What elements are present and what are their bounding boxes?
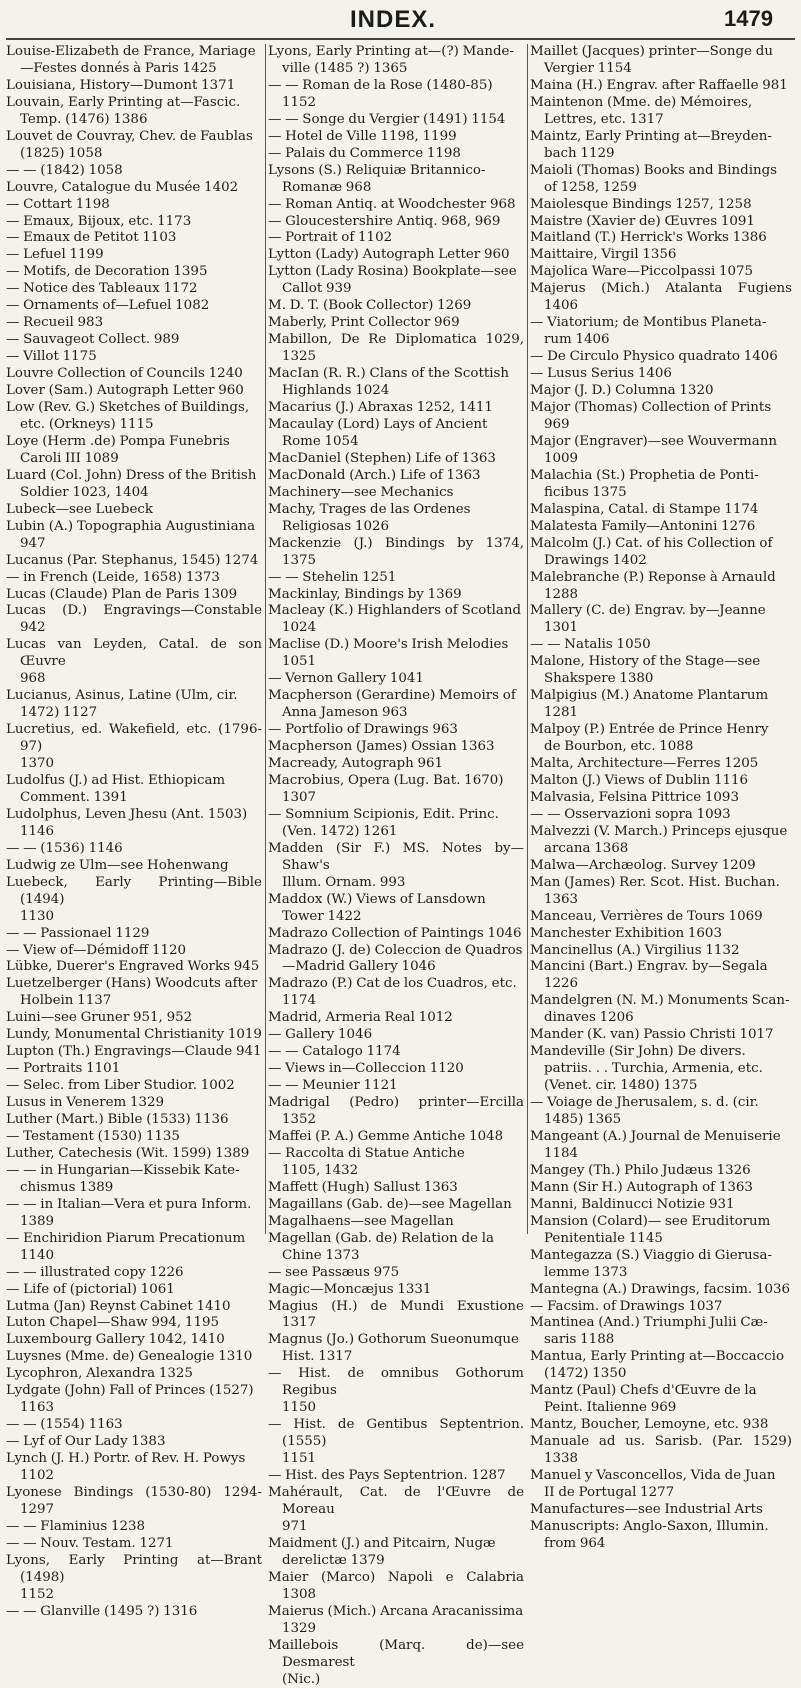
index-entry: Mallery (C. de) Engrav. by—Jeanne 1301: [530, 603, 766, 636]
index-entry: Mackinlay, Bindings by 1369: [268, 586, 462, 602]
index-entry: Mantegazza (S.) Viaggio di Gierusa- lemme 1373: [530, 1247, 773, 1280]
index-entry: Macleay (K.) Highlanders of Scotland 1024: [268, 603, 522, 636]
index-entry: Luetzelberger (Hans) Woodcuts after Holbein 1137: [6, 976, 258, 1009]
index-entry: Maitland (T.) Herrick's Works 1386: [530, 230, 767, 246]
index-entry: Luebeck, Early Printing—Bible (1494) 1130: [6, 874, 262, 924]
index-entry: Madden (Sir F.) MS. Notes by—Shaw's Illum. Ornam. 993: [268, 840, 524, 890]
index-columns: [6, 44, 796, 1687]
index-entry: Mann (Sir H.) Autograph of 1363: [530, 1179, 753, 1195]
index-entry: Lycophron, Alexandra 1325: [6, 1366, 193, 1382]
index-entry: Lydgate (John) Fall of Princes (1527) 1163: [6, 1383, 254, 1416]
index-entry: — Raccolta di Statue Antiche 1105, 1432: [268, 1145, 465, 1178]
index-entry: Magic—Moncæjus 1331: [268, 1281, 432, 1297]
index-entry: — Testament (1530) 1135: [6, 1129, 180, 1144]
index-entry: Mander (K. van) Passio Christi 1017: [530, 1027, 774, 1043]
index-entry: Lupton (Th.) Engravings—Claude 941: [6, 1044, 262, 1060]
index-column-3: [530, 44, 796, 1551]
index-column-2: [268, 44, 528, 1687]
index-entry: Ludolphus, Leven Jhesu (Ant. 1503) 1146: [6, 806, 248, 839]
index-entry: Mangey (Th.) Philo Judæus 1326: [530, 1162, 751, 1178]
index-entry: Mansion (Colard)— see Eruditorum Penitentiale 1145: [530, 1213, 771, 1246]
index-entry: Luther (Mart.) Bible (1533) 1136: [6, 1112, 229, 1128]
index-entry: Maittaire, Virgil 1356: [530, 247, 677, 263]
index-entry: Lyons, Early Printing at—(?) Mande- ville (1485 ?) 1365: [268, 44, 514, 76]
index-entry: — — Catalogo 1174: [268, 1044, 401, 1060]
index-entry: Machinery—see Mechanics: [268, 484, 454, 500]
index-entry: Malvasia, Felsina Pittrice 1093: [530, 789, 739, 805]
index-entry: Mantz, Boucher, Lemoyne, etc. 938: [530, 1417, 769, 1433]
index-entry: — Roman Antiq. at Woodchester 968: [268, 196, 516, 212]
index-entry: — — Roman de la Rose (1480-85) 1152: [268, 77, 493, 110]
index-entry: Maffei (P. A.) Gemme Antiche 1048: [268, 1129, 504, 1144]
index-entry: Malpoy (P.) Entrée de Prince Henry de Bourbon, etc. 1088: [530, 722, 769, 755]
index-entry: — — Glanville (1495 ?) 1316: [6, 1603, 198, 1619]
index-entry: Malatesta Family—Antonini 1276: [530, 518, 756, 534]
index-entry: Lytton (Lady Rosina) Bookplate—see Callot 939: [268, 264, 517, 297]
index-entry: — Sauvageot Collect. 989: [6, 332, 180, 348]
index-entry: Madrazo (P.) Cat de los Cuadros, etc. 1174: [268, 976, 517, 1009]
index-entry: Luxembourg Gallery 1042, 1410: [6, 1332, 225, 1348]
index-entry: Manchester Exhibition 1603: [530, 925, 722, 941]
index-entry: — Life of (pictorial) 1061: [6, 1281, 175, 1297]
index-entry: — Ornaments of—Lefuel 1082: [6, 298, 210, 314]
index-entry: — — (1554) 1163: [6, 1417, 123, 1433]
index-entry: Lucanus (Par. Stephanus, 1545) 1274: [6, 552, 259, 568]
index-entry: Macarius (J.) Abraxas 1252, 1411: [268, 400, 493, 416]
index-entry: Luther, Catechesis (Wit. 1599) 1389: [6, 1145, 250, 1161]
index-entry: MacIan (R. R.) Clans of the Scottish Highlands 1024: [268, 366, 509, 399]
index-entry: — — Meunier 1121: [268, 1078, 398, 1094]
index-entry: — Hist. de omnibus Gothorum Regibus 1150: [268, 1366, 524, 1416]
index-entry: — — (1536) 1146: [6, 840, 123, 856]
index-entry: Maddox (W.) Views of Lansdown Tower 1422: [268, 891, 486, 924]
index-entry: Luysnes (Mme. de) Genealogie 1310: [6, 1349, 253, 1365]
index-entry: — Voiage de Jherusalem, s. d. (cir. 1485) 1365: [530, 1095, 759, 1128]
index-entry: — Lefuel 1199: [6, 247, 104, 263]
index-entry: Magalhaens—see Magellan: [268, 1213, 454, 1229]
index-entry: Lucas van Leyden, Catal. de son Œuvre 968: [6, 637, 262, 687]
index-entry: Mantua, Early Printing at—Boccaccio (1472) 1350: [530, 1349, 785, 1382]
column-divider: [527, 44, 528, 1234]
index-entry: Macpherson (James) Ossian 1363: [268, 739, 495, 755]
index-entry: Manuel y Vasconcellos, Vida de Juan II de Portugal 1277: [530, 1468, 776, 1501]
page-title: INDEX.: [350, 6, 437, 33]
index-entry: — — Flaminius 1238: [6, 1518, 146, 1534]
index-entry: — Cottart 1198: [6, 196, 110, 212]
index-entry: — Palais du Commerce 1198: [268, 145, 461, 161]
index-entry: Lucas (Claude) Plan de Paris 1309: [6, 586, 238, 602]
index-entry: — Views in—Colleccion 1120: [268, 1061, 464, 1077]
index-entry: Malton (J.) Views of Dublin 1116: [530, 772, 749, 788]
index-entry: Maillet (Jacques) printer—Songe du Vergier 1154: [530, 44, 773, 76]
index-entry: Macrobius, Opera (Lug. Bat. 1670) 1307: [268, 772, 504, 805]
index-entry: Mancini (Bart.) Engrav. by—Segala 1226: [530, 959, 768, 992]
index-entry: Madrid, Armeria Real 1012: [268, 1010, 453, 1026]
index-entry: Manuscripts: Anglo-Saxon, Illumin. from 964: [530, 1518, 769, 1551]
index-entry: Macaulay (Lord) Lays of Ancient Rome 1054: [268, 416, 488, 449]
index-entry: Maintz, Early Printing at—Breyden- bach 1129: [530, 128, 772, 161]
index-entry: — De Circulo Physico quadrato 1406: [530, 349, 778, 365]
index-entry: Loye (Herm .de) Pompa Funebris Caroli III 1089: [6, 433, 230, 466]
index-entry: — Gloucestershire Antiq. 968, 969: [268, 213, 501, 229]
index-entry: Major (J. D.) Columna 1320: [530, 383, 714, 399]
index-entry: Madrazo (J. de) Coleccion de Quadros —Madrid Gallery 1046: [268, 942, 523, 975]
index-entry: Manuale ad us. Sarisb. (Par. 1529) 1338: [530, 1434, 796, 1467]
index-entry: Mandelgren (N. M.) Monuments Scan- dinaves 1206: [530, 993, 790, 1026]
index-entry: Malpigius (M.) Anatome Plantarum 1281: [530, 688, 769, 721]
index-entry: Mancinellus (A.) Virgilius 1132: [530, 942, 740, 958]
index-column-1: [6, 44, 266, 1619]
index-entry: — see Passæus 975: [268, 1264, 400, 1280]
index-entry: Macpherson (Gerardine) Memoirs of Anna Jameson 963: [268, 688, 516, 721]
index-entry: — Lusus Serius 1406: [530, 366, 672, 382]
index-entry: — — Passionael 1129: [6, 925, 150, 941]
index-entry: Lubin (A.) Topographia Augustiniana 947: [6, 518, 256, 551]
index-entry: Malwa—Archæolog. Survey 1209: [530, 857, 756, 873]
index-entry: Lubeck—see Luebeck: [6, 501, 154, 517]
index-entry: Malcolm (J.) Cat. of his Collection of Drawings 1402: [530, 535, 773, 568]
index-entry: Manceau, Verrières de Tours 1069: [530, 908, 763, 924]
index-entry: Louvet de Couvray, Chev. de Faublas (1825) 1058: [6, 128, 253, 161]
index-entry: Malaspina, Catal. di Stampe 1174: [530, 501, 759, 517]
index-entry: Mantinea (And.) Triumphi Julii Cæ- saris 1188: [530, 1315, 768, 1348]
index-entry: Maistre (Xavier de) Œuvres 1091: [530, 213, 755, 229]
index-entry: Maioli (Thomas) Books and Bindings of 1258, 1259: [530, 162, 778, 195]
index-entry: — — Osservazioni sopra 1093: [530, 806, 731, 822]
index-entry: — Portfolio of Drawings 963: [268, 722, 458, 738]
index-entry: Malvezzi (V. March.) Princeps ejusque arcana 1368: [530, 823, 788, 856]
index-entry: Lover (Sam.) Autograph Letter 960: [6, 383, 244, 399]
index-entry: Luard (Col. John) Dress of the British Soldier 1023, 1404: [6, 467, 257, 500]
index-entry: Maintenon (Mme. de) Mémoires, Lettres, etc. 1317: [530, 94, 753, 127]
index-entry: — Enchiridion Piarum Precationum 1140: [6, 1230, 246, 1263]
index-entry: Magaillans (Gab. de)—see Magellan: [268, 1196, 512, 1212]
index-entry: Lutma (Jan) Reynst Cabinet 1410: [6, 1298, 231, 1314]
index-entry: Manufactures—see Industrial Arts: [530, 1501, 763, 1517]
index-entry: — — Stehelin 1251: [268, 569, 397, 585]
index-entry: Machy, Trages de las Ordenes Religiosas 1026: [268, 501, 471, 534]
index-entry: — — Nouv. Testam. 1271: [6, 1535, 174, 1551]
index-entry: Maina (H.) Engrav. after Raffaelle 981: [530, 77, 788, 93]
index-entry: Mantegna (A.) Drawings, facsim. 1036: [530, 1281, 791, 1297]
index-entry: — Viatorium; de Montibus Planeta- rum 1406: [530, 315, 767, 348]
index-entry: Macready, Autograph 961: [268, 756, 444, 772]
index-entry: Maffett (Hugh) Sallust 1363: [268, 1179, 458, 1195]
index-entry: — Gallery 1046: [268, 1027, 373, 1043]
index-entry: Lusus in Venerem 1329: [6, 1095, 165, 1111]
index-entry: Mandeville (Sir John) De divers. patriis. . . Turchia, Armenia, etc. (Venet. cir. 1480) 1375: [530, 1044, 763, 1094]
index-entry: Ludwig ze Ulm—see Hohenwang: [6, 857, 229, 873]
index-entry: Maierus (Mich.) Arcana Aracanissima 1329: [268, 1603, 524, 1636]
index-entry: — Hotel de Ville 1198, 1199: [268, 128, 457, 144]
index-entry: Lucas (D.) Engravings—Constable 942: [6, 603, 266, 636]
index-entry: — Somnium Scipionis, Edit. Princ. (Ven. 1472) 1261: [268, 806, 499, 839]
index-entry: — — Songe du Vergier (1491) 1154: [268, 111, 506, 127]
index-entry: — Hist. de Gentibus Septentrion.(1555) 1151: [268, 1417, 524, 1467]
running-header: [0, 6, 801, 36]
index-entry: MacDaniel (Stephen) Life of 1363: [268, 450, 496, 466]
index-entry: — — illustrated copy 1226: [6, 1264, 184, 1280]
index-entry: — Emaux, Bijoux, etc. 1173: [6, 213, 192, 229]
index-entry: Luini—see Gruner 951, 952: [6, 1010, 193, 1026]
index-entry: Manni, Baldinucci Notizie 931: [530, 1196, 735, 1212]
index-entry: Magnus (Jo.) Gothorum Sueonumque Hist. 1317: [268, 1332, 519, 1365]
index-entry: — Notice des Tableaux 1172: [6, 281, 198, 297]
index-entry: — Villot 1175: [6, 349, 97, 365]
index-entry: Malachia (St.) Prophetia de Ponti- ficibus 1375: [530, 467, 759, 500]
index-entry: — Emaux de Petitot 1103: [6, 230, 177, 246]
index-entry: Mangeant (A.) Journal de Menuiserie 1184: [530, 1129, 781, 1161]
index-entry: — Selec. from Liber Studior. 1002: [6, 1078, 235, 1094]
index-entry: — Portrait of 1102: [268, 230, 393, 246]
index-entry: Lysons (S.) Reliquiæ Britannico- Romanæ 968: [268, 162, 486, 195]
index-entry: Maidment (J.) and Pitcairn, Nugæ derelictæ 1379: [268, 1535, 496, 1568]
index-entry: Louvre Collection of Councils 1240: [6, 366, 243, 382]
index-entry: Lundy, Monumental Christianity 1019: [6, 1027, 262, 1043]
index-entry: Malone, History of the Stage—see Shakspere 1380: [530, 654, 761, 687]
index-entry: — Portraits 1101: [6, 1061, 121, 1077]
index-entry: Mackenzie (J.) Bindings by 1374, 1375: [268, 535, 528, 568]
index-entry: Malta, Architecture—Ferres 1205: [530, 756, 759, 772]
index-entry: Lytton (Lady) Autograph Letter 960: [268, 247, 510, 263]
page-number: 1479: [724, 6, 773, 31]
index-entry: — Vernon Gallery 1041: [268, 671, 424, 687]
index-entry: — View of—Démidoff 1120: [6, 942, 187, 958]
index-entry: MacDonald (Arch.) Life of 1363: [268, 467, 481, 483]
index-entry: Lucretius, ed. Wakefield, etc. (1796-97) 1370: [6, 722, 262, 772]
column-divider: [265, 44, 266, 1234]
index-entry: M. D. T. (Book Collector) 1269: [268, 298, 472, 314]
index-entry: — Hist. des Pays Septentrion. 1287: [268, 1468, 506, 1484]
index-entry: Louisiana, History—Dumont 1371: [6, 77, 236, 93]
index-entry: — — in Italian—Vera et pura Inform. 1389: [6, 1196, 252, 1229]
index-entry: Lucianus, Asinus, Latine (Ulm, cir. 1472) 1127: [6, 688, 238, 721]
index-entry: Luton Chapel—Shaw 994, 1195: [6, 1315, 220, 1331]
index-entry: Mahérault, Cat. de l'Œuvre de Moreau 971: [268, 1485, 524, 1534]
index-entry: Majolica Ware—Piccolpassi 1075: [530, 264, 754, 280]
index-entry: Mantz (Paul) Chefs d'Œuvre de la Peint. Italienne 969: [530, 1383, 757, 1416]
index-entry: — — (1842) 1058: [6, 162, 123, 178]
index-entry: — — in Hungarian—Kissebik Kate- chismus 1389: [6, 1162, 240, 1195]
index-entry: Maier (Marco) Napoli e Calabria 1308: [268, 1569, 528, 1602]
index-entry: Louvre, Catalogue du Musée 1402: [6, 179, 239, 195]
index-entry: Majerus (Mich.) Atalanta Fugiens 1406: [530, 281, 796, 314]
index-entry: Lynch (J. H.) Portr. of Rev. H. Powys 1102: [6, 1451, 246, 1484]
index-entry: — Lyf of Our Lady 1383: [6, 1434, 166, 1450]
header-rule: [6, 38, 795, 40]
index-entry: — Motifs, de Decoration 1395: [6, 264, 208, 280]
index-entry: Major (Thomas) Collection of Prints 969: [530, 400, 772, 432]
index-entry: Major (Engraver)—see Wouvermann 1009: [530, 433, 777, 466]
index-entry: — Recueil 983: [6, 315, 104, 331]
index-entry: Low (Rev. G.) Sketches of Buildings, etc. (Orkneys) 1115: [6, 400, 250, 432]
index-entry: Magellan (Gab. de) Relation de la Chine 1373: [268, 1230, 494, 1263]
index-entry: Louvain, Early Printing at—Fascic. Temp. (1476) 1386: [6, 94, 241, 127]
index-entry: Maiolesque Bindings 1257, 1258: [530, 196, 752, 212]
index-entry: — in French (Leide, 1658) 1373: [6, 569, 220, 585]
index-entry: Magius (H.) de Mundi Exustione 1317: [268, 1298, 528, 1331]
index-entry: — — Natalis 1050: [530, 637, 651, 653]
index-entry: Louise-Elizabeth de France, Mariage —Festes donnés à Paris 1425: [6, 44, 256, 76]
index-entry: Lyonese Bindings (1530-80) 1294-1297: [6, 1485, 262, 1517]
index-entry: Lyons, Early Printing at—Brant (1498) 1152: [6, 1552, 262, 1602]
index-entry: Maberly, Print Collector 969: [268, 315, 460, 331]
index-entry: Mabillon, De Re Diplomatica 1029, 1325: [268, 332, 528, 365]
index-entry: Maillebois (Marq. de)—see Desmarest (Nic.): [268, 1637, 524, 1687]
index-entry: Madrazo Collection of Paintings 1046: [268, 925, 522, 941]
index-entry: Madrigal (Pedro) printer—Ercilla 1352: [268, 1095, 528, 1128]
index-entry: Maclise (D.) Moore's Irish Melodies 1051: [268, 637, 509, 670]
index-entry: Malebranche (P.) Reponse à Arnauld 1288: [530, 569, 776, 602]
index-entry: — Facsim. of Drawings 1037: [530, 1298, 723, 1314]
index-entry: Man (James) Rer. Scot. Hist. Buchan. 1363: [530, 874, 780, 907]
index-entry: Lübke, Duerer's Engraved Works 945: [6, 959, 260, 975]
index-entry: Ludolfus (J.) ad Hist. Ethiopicam Comment. 1391: [6, 772, 226, 805]
